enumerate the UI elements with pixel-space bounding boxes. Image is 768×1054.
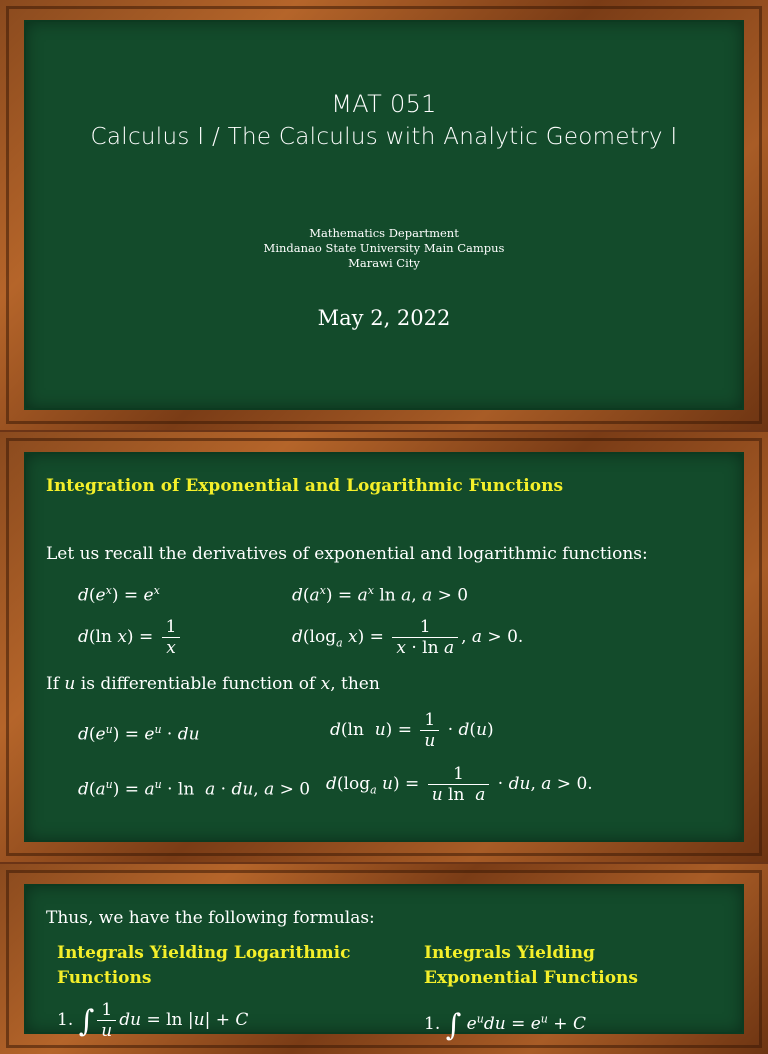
if-u-text: If u is differentiable function of x, then (46, 674, 380, 694)
formula-d-logx: $d(\log_a$ x) = $\frac{1}{\text{x · ln a}}$ , a > 0. (292, 617, 524, 658)
course-code: MAT 051 (331, 90, 437, 118)
presentation-date: May 2, 2022 (317, 306, 451, 330)
formulas-intro: Thus, we have the following formulas: (46, 908, 375, 928)
slide-formulas (0, 864, 768, 1054)
left-heading (57, 941, 350, 991)
chalkboard-1 (24, 20, 744, 410)
intro-text: Let us recall the derivatives of exponential and logarithmic functions: (46, 544, 648, 564)
left-heading-line2: Functions (57, 968, 152, 988)
formula-d-au: $d(a^u) = a^u \cdot \ln a$ · du, a > 0 (78, 778, 311, 800)
frame-title: Integration of Exponential and Logarithmic Functions (46, 476, 564, 496)
university: Mindanao State University Main Campus (263, 241, 505, 255)
formula-d-ex: $d(e^x) = e^x$ (78, 584, 160, 606)
formula-int-1-over-u: 1. ∫ $\frac{1}{u}$ du = ln |u| + C (57, 1000, 249, 1041)
formula-d-lnu: d(ln u) = $\frac{1}{u}$ · d(u) (330, 710, 494, 751)
course-title: Calculus I / The Calculus with Analytic Geometry I (90, 124, 678, 150)
formula-d-ax: $d(a^x) = a^x$ ln a, a > 0 (292, 584, 469, 606)
right-heading (424, 941, 638, 991)
slide-title (0, 0, 768, 430)
right-heading-line1: Integrals Yielding (424, 943, 595, 963)
slide-derivatives (0, 432, 768, 862)
formula-d-lnx: d(ln x) = $\frac{1}{x}$ (78, 617, 183, 658)
chalkboard-2 (24, 452, 744, 842)
left-heading-line1: Integrals Yielding Logarithmic (57, 943, 351, 963)
department: Mathematics Department (309, 226, 459, 240)
chalkboard-3 (24, 884, 744, 1043)
city: Marawi City (348, 256, 420, 270)
formula-d-eu: $d(e^u) = e^u$ · du (78, 723, 200, 745)
right-heading-line2: Exponential Functions (424, 968, 638, 988)
formula-int-eu: 1. ∫ $e^udu = e^u + C$ (424, 1008, 586, 1043)
formula-d-logu: $d(\log_a$ u) = $\frac{1}{\text{u ln a}}$ · du, a > 0. (326, 764, 593, 805)
